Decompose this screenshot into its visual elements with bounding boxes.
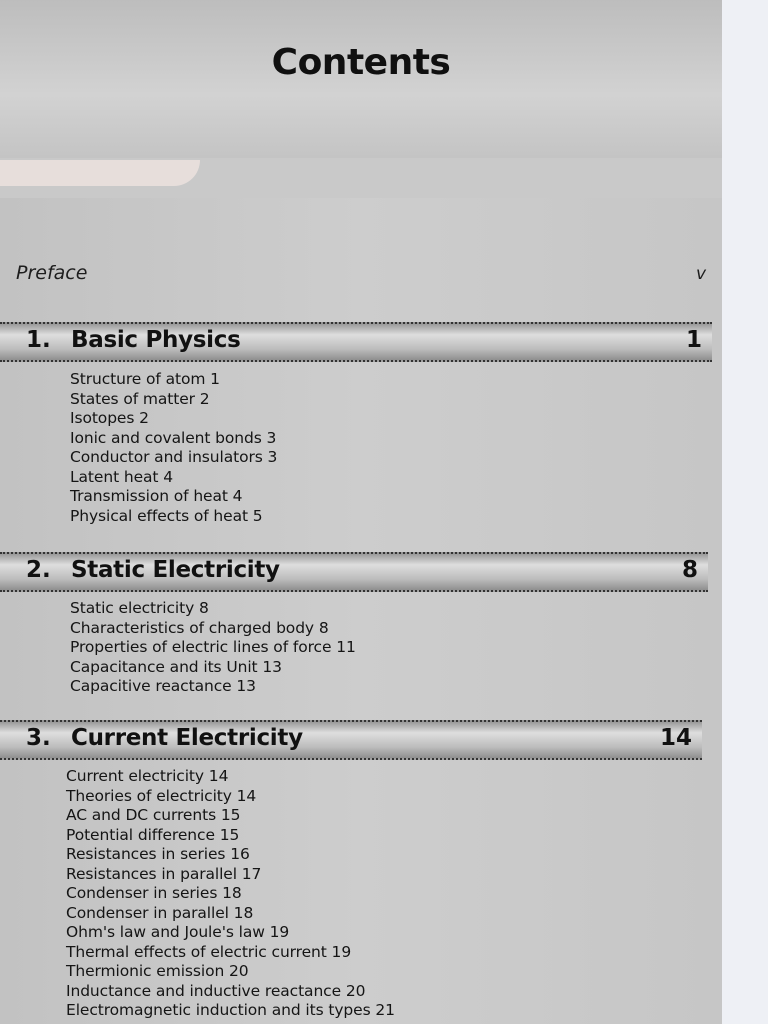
toc-entry: Potential difference 15 bbox=[66, 825, 240, 844]
toc-entry: Characteristics of charged body 8 bbox=[70, 618, 329, 637]
toc-entry: Inductance and inductive reactance 20 bbox=[66, 981, 366, 1000]
toc-entry: Current electricity 14 bbox=[66, 767, 229, 785]
toc-entry: Static electricity 8 bbox=[70, 599, 209, 617]
toc-entry: Properties of electric lines of force 11 bbox=[70, 638, 356, 656]
toc-entry: Capacitive reactance 13 bbox=[70, 677, 256, 695]
toc-preface bbox=[16, 262, 706, 290]
toc-entry: Structure of atom 1 bbox=[70, 370, 220, 388]
toc-entry: Condenser in parallel 18 bbox=[66, 903, 254, 922]
chapter-3-entries bbox=[66, 767, 395, 1021]
toc-entry: Resistances in parallel 17 bbox=[66, 864, 262, 883]
toc-entry: Theories of electricity 14 bbox=[66, 786, 257, 805]
chapter-title: Current Electricity bbox=[71, 725, 303, 751]
chapter-number: 3. bbox=[26, 725, 51, 751]
toc-entry: Thermionic emission 20 bbox=[66, 962, 249, 980]
toc-entry: AC and DC currents 15 bbox=[66, 806, 241, 824]
toc-entry: Resistances in series 16 bbox=[66, 845, 250, 863]
toc-entry: Ionic and covalent bonds 3 bbox=[70, 428, 277, 447]
page-edge-background bbox=[722, 0, 768, 1024]
chapter-title: Static Electricity bbox=[71, 557, 280, 583]
chapter-heading-2 bbox=[0, 552, 708, 592]
preface-label: Preface bbox=[16, 262, 88, 284]
toc-entry: Capacitance and its Unit 13 bbox=[70, 657, 282, 676]
paper-curl-highlight bbox=[0, 160, 200, 186]
chapter-page-number: 8 bbox=[681, 557, 698, 583]
toc-entry: Ohm's law and Joule's law 19 bbox=[66, 923, 290, 941]
chapter-2-entries bbox=[70, 599, 356, 697]
toc-entry: States of matter 2 bbox=[70, 389, 210, 408]
chapter-heading-3 bbox=[0, 720, 702, 760]
chapter-number: 2. bbox=[26, 557, 51, 583]
chapter-heading-1 bbox=[0, 322, 712, 362]
toc-entry: Latent heat 4 bbox=[70, 467, 173, 486]
toc-entry: Transmission of heat 4 bbox=[70, 487, 243, 505]
chapter-page-number: 1 bbox=[685, 327, 702, 353]
toc-entry: Electromagnetic induction and its types 21 bbox=[66, 1001, 395, 1019]
toc-entry: Condenser in series 18 bbox=[66, 884, 242, 902]
toc-entry: Thermal effects of electric current 19 bbox=[66, 942, 352, 961]
chapter-title: Basic Physics bbox=[71, 327, 241, 353]
page-title: Contents bbox=[271, 42, 451, 83]
toc-entry: Conductor and insulators 3 bbox=[70, 448, 278, 466]
chapter-page-number: 14 bbox=[659, 725, 692, 751]
preface-page-number: v bbox=[695, 264, 706, 284]
chapter-1-entries bbox=[70, 370, 277, 526]
toc-entry: Physical effects of heat 5 bbox=[70, 506, 263, 525]
chapter-number: 1. bbox=[26, 327, 51, 353]
toc-entry: Isotopes 2 bbox=[70, 409, 149, 427]
